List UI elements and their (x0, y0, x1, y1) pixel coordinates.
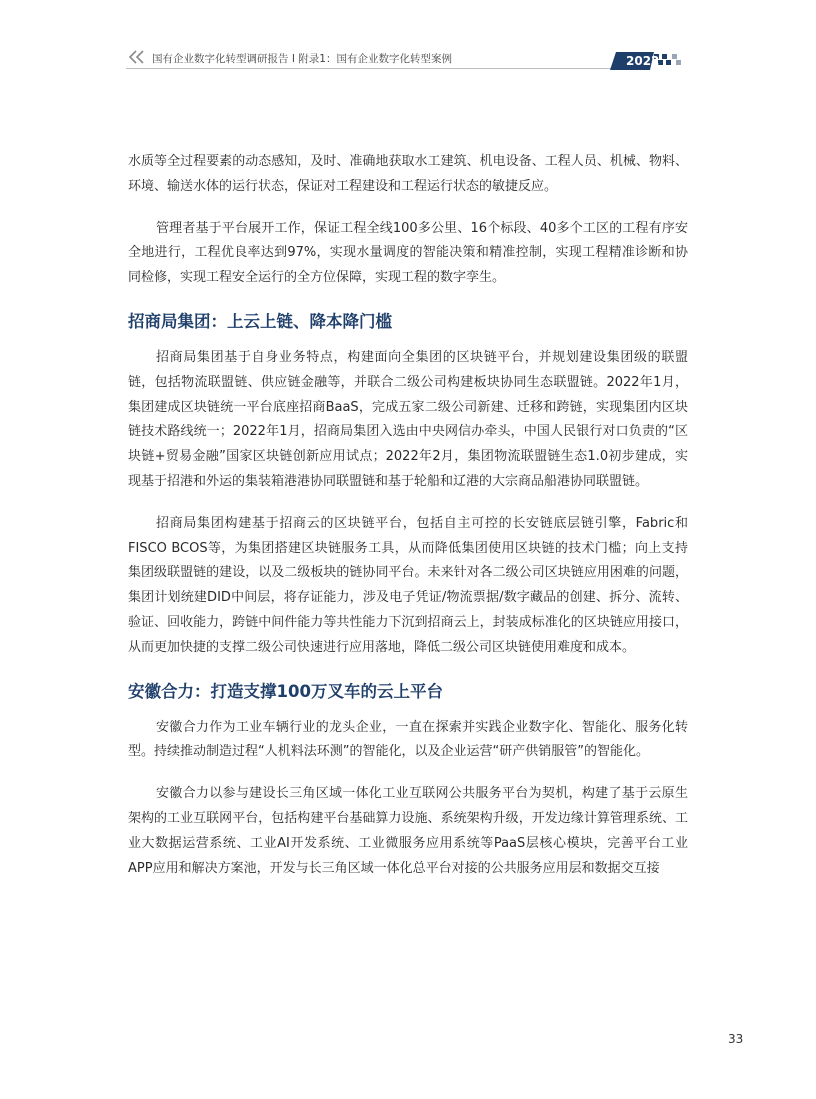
section-heading-cmg: 招商局集团：上云上链、降本降门槛 (128, 311, 392, 331)
page-header (0, 0, 816, 80)
page-number: 33 (728, 1032, 744, 1046)
double-chevron-logo-icon (128, 50, 148, 64)
section-heading-heli: 安徽合力：打造支撑100万叉车的云上平台 (128, 681, 443, 701)
paragraph-6: 安徽合力以参与建设长三角区域一体化工业互联网公共服务平台为契机，构建了基于云原生架构的工业互联网平台，包括构建平台基础算力设施、系统架构升级，开发边缘计算管理系统、工业大数据运营系统、工业AI开发系统、工业微服务应用系统等PaaS层核心模块，完善平台工业APP应用和解决方案池，开发与长三角区域一体化总平台对接的公共服务应用层和数据交互接 (128, 786, 688, 876)
paragraph-3: 招商局集团基于自身业务特点，构建面向全集团的区块链平台，并规划建设集团级的联盟链，包括物流联盟链、供应链金融等，并联合二级公司构建板块协同生态联盟链。2022年1月，集团建成区块链统一平台底座招商BaaS，完成五家二级公司新建、迁移和跨链，实现集团内区块链技术路线统一；2022年1月，招商局集团入选由中央网信办牵头，中国人民银行对口负责的“区块链+贸易金融”国家区块链创新应用试点；2022年2月，集团物流联盟链生态1.0初步建成，实现基于招港和外运的集装箱港港协同联盟链和基于轮船和辽港的大宗商品船港协同联盟链。 (128, 349, 688, 489)
paragraph-4: 招商局集团构建基于招商云的区块链平台，包括自主可控的长安链底层链引擎，Fabric和FISCO BCOS等，为集团搭建区块链服务工具，从而降低集团使用区块链的技术门槛；向上支持集团级联盟链的建设，以及二级板块的链协同平台。未来针对各二级公司区块链应用困难的问题，集团计划统建DID中间层，将存证能力，涉及电子凭证/物流票据/数字藏品的创建、拆分、流转、验证、回收能力，跨链中间件能力等共性能力下沉到招商云上，封装成标准化的区块链应用接口，从而更加快捷的支撑二级公司快速进行应用落地，降低二级公司区块链使用难度和成本。 (128, 515, 688, 655)
header-title: 国有企业数字化转型调研报告 I 附录1：国有企业数字化转型案例 (152, 53, 452, 65)
paragraph-5: 安徽合力作为工业车辆行业的龙头企业，一直在探索并实践企业数字化、智能化、服务化转型。持续推动制造过程“人机料法环测”的智能化，以及企业运营“研产供销服管”的智能化。 (128, 719, 688, 760)
page-content (128, 150, 688, 898)
paragraph-1: 水质等全过程要素的动态感知，及时、准确地获取水工建筑、机电设备、工程人员、机械、物料、环境、输送水体的运行状态，保证对工程建设和工程运行状态的敏捷反应。 (128, 154, 688, 194)
header-divider (126, 68, 616, 69)
header-year: 2022 (626, 54, 660, 68)
paragraph-2: 管理者基于平台展开工作，保证工程全线100多公里、16个标段、40多个工区的工程有序安全地进行，工程优良率达到97%，实现水量调度的智能决策和精准控制，实现工程精准诊断和协同检修，实现工程安全运行的全方位保障，实现工程的数字孪生。 (128, 220, 688, 286)
